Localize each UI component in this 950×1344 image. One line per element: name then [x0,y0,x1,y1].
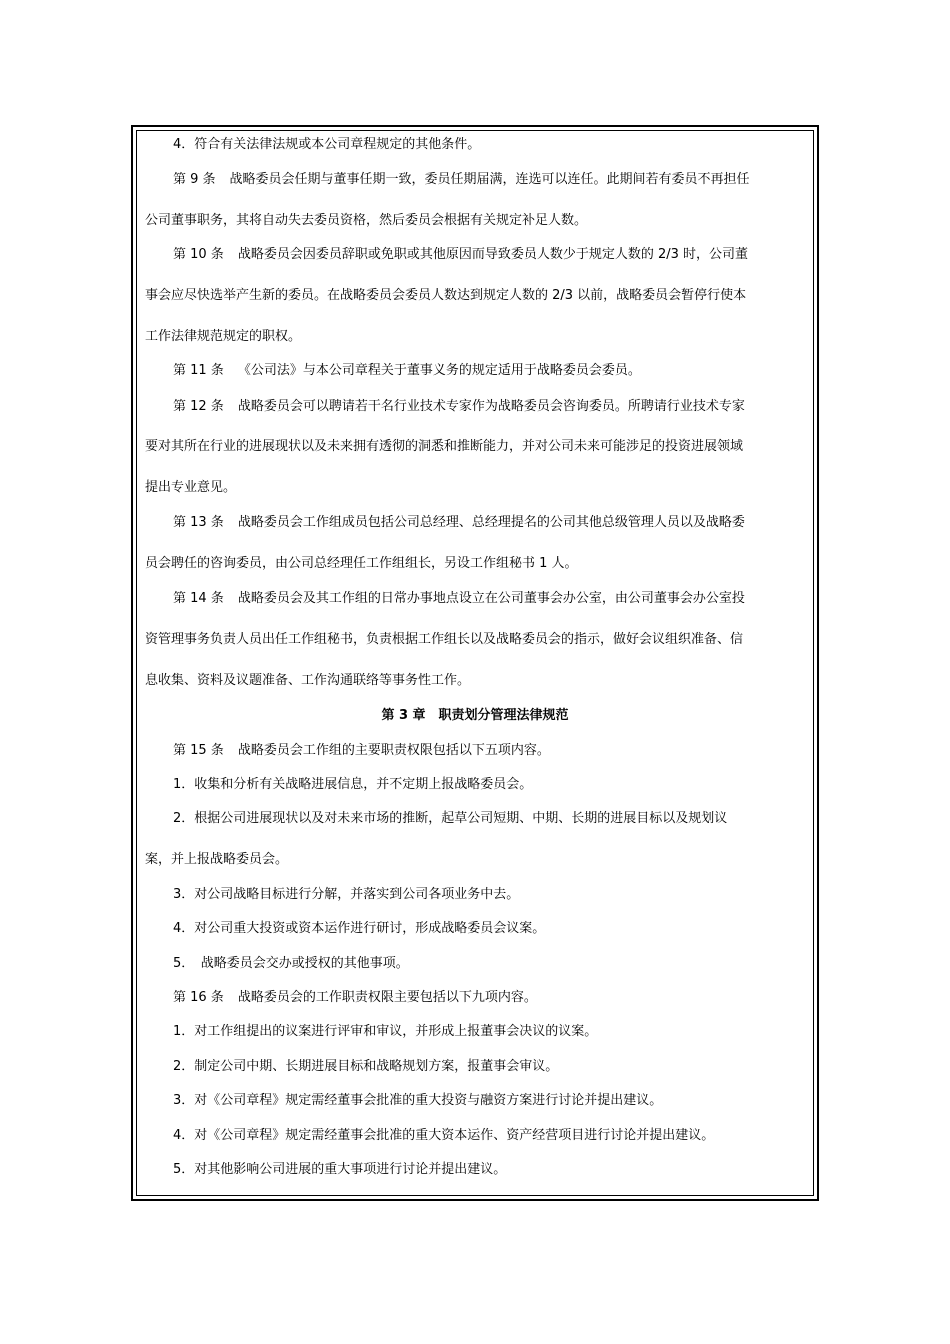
condition-item-4: 4．符合有关法律法规或本公司章程规定的其他条件。 [173,137,481,152]
article-16-item-2: 2．制定公司中期、长期进展目标和战略规划方案，报董事会审议。 [173,1059,559,1074]
article-15-number: 第 15 条 [173,743,224,758]
article-10-line-2: 事会应尽快选举产生新的委员。在战略委员会委员人数达到规定人数的 2/3 以前，战略委员会暂停行使本 [145,288,747,303]
article-13-number: 第 13 条 [173,515,224,530]
article-14-line-3: 息收集、资料及议题准备、工作沟通联络等事务性工作。 [145,673,471,688]
article-15-item-5: 5． 战略委员会交办或授权的其他事项。 [173,956,409,971]
article-11-line-1: 第 11 条 《公司法》与本公司章程关于董事义务的规定适用于战略委员会委员。 [173,363,641,378]
article-16-line-1: 第 16 条 战略委员会的工作职责权限主要包括以下九项内容。 [173,990,537,1005]
article-16-number: 第 16 条 [173,990,224,1005]
article-12-line-3: 提出专业意见。 [145,480,237,495]
article-15-line-1: 第 15 条 战略委员会工作组的主要职责权限包括以下五项内容。 [173,743,550,758]
article-10-line-1: 第 10 条 战略委员会因委员辞职或免职或其他原因而导致委员人数少于规定人数的 2/3 时，公司董 [173,247,748,262]
article-14-number: 第 14 条 [173,591,224,606]
article-14-line-1: 第 14 条 战略委员会及其工作组的日常办事地点设立在公司董事会办公室，由公司董事会办公室投 [173,591,745,606]
article-12-line-2: 要对其所在行业的进展现状以及未来拥有透彻的洞悉和推断能力，并对公司未来可能涉足的投资进展领域 [145,439,744,454]
article-15-item-2-cont: 案，并上报战略委员会。 [145,852,289,867]
article-16-item-5: 5．对其他影响公司进展的重大事项进行讨论并提出建议。 [173,1162,507,1177]
article-16-item-3: 3．对《公司章程》规定需经董事会批准的重大投资与融资方案进行讨论并提出建议。 [173,1093,663,1108]
article-13-line-2: 员会聘任的咨询委员，由公司总经理任工作组组长，另设工作组秘书 1 人。 [145,556,578,571]
article-13-line-1: 第 13 条 战略委员会工作组成员包括公司总经理、总经理提名的公司其他总级管理人员以及战略委 [173,515,745,530]
article-9-line-2: 公司董事职务，其将自动失去委员资格，然后委员会根据有关规定补足人数。 [145,213,588,228]
article-15-item-2: 2．根据公司进展现状以及对未来市场的推断，起草公司短期、中期、长期的进展目标以及规划议 [173,811,728,826]
article-11-number: 第 11 条 [173,363,224,378]
article-15-item-4: 4．对公司重大投资或资本运作进行研讨，形成战略委员会议案。 [173,921,546,936]
article-12-number: 第 12 条 [173,399,224,414]
article-12-line-1: 第 12 条 战略委员会可以聘请若干名行业技术专家作为战略委员会咨询委员。所聘请行业技术专家 [173,399,745,414]
article-16-item-4: 4．对《公司章程》规定需经董事会批准的重大资本运作、资产经营项目进行讨论并提出建议。 [173,1128,715,1143]
article-15-item-1: 1．收集和分析有关战略进展信息，并不定期上报战略委员会。 [173,777,533,792]
article-10-number: 第 10 条 [173,247,224,262]
article-16-item-1: 1．对工作组提出的议案进行评审和审议，并形成上报董事会决议的议案。 [173,1024,598,1039]
article-9-line-1: 第 9 条 战略委员会任期与董事任期一致，委员任期届满，连选可以连任。此期间若有委员不再担任 [173,172,750,187]
article-10-line-3: 工作法律规范规定的职权。 [145,329,302,344]
article-14-line-2: 资管理事务负责人员出任工作组秘书，负责根据工作组长以及战略委员会的指示，做好会议组织准备、信 [145,632,744,647]
article-15-item-3: 3．对公司战略目标进行分解，并落实到公司各项业务中去。 [173,887,520,902]
chapter-3-heading: 第 3 章 职责划分管理法律规范 [381,708,569,723]
article-9-number: 第 9 条 [173,172,216,187]
